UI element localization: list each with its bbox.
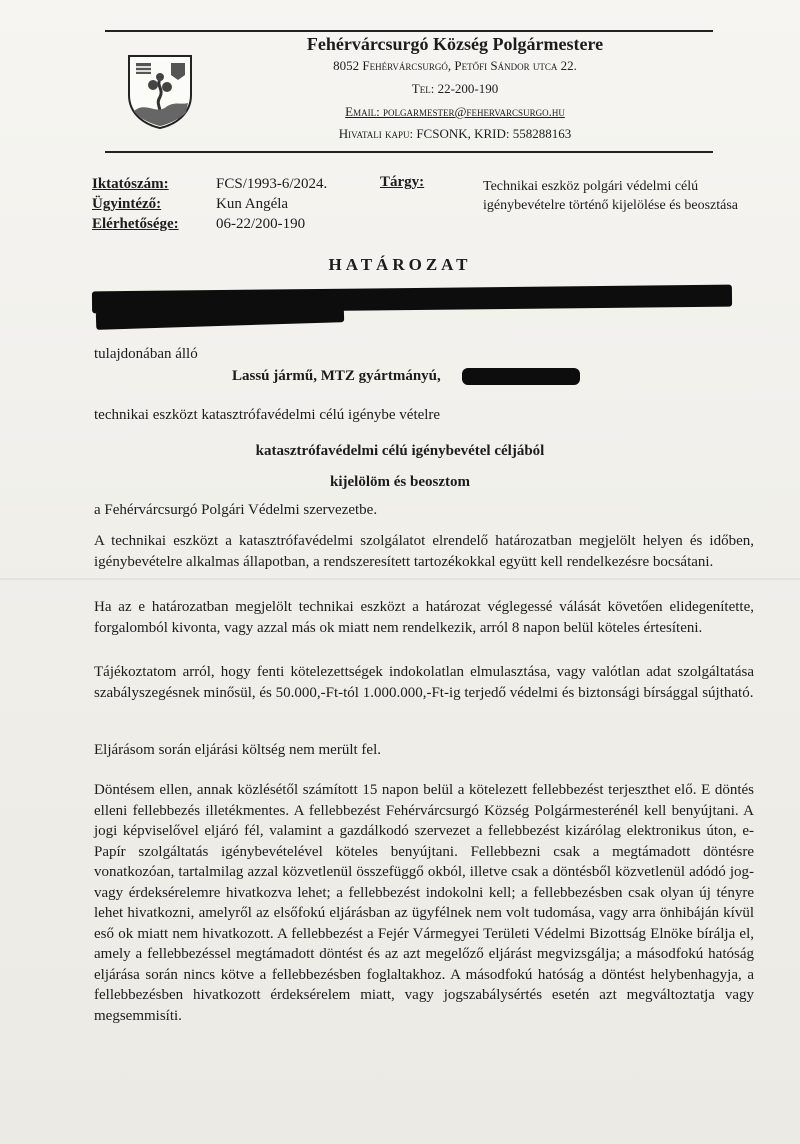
elerhetoseg-label: Elérhetősége:: [92, 216, 179, 232]
office-title: Fehérvárcsurgó Község Polgármestere: [306, 34, 604, 54]
paragraph: Ha az e határozatban megjelölt technikai eszközt a határozat véglegessé válását követően elidegenítette, forgalomból kivonta, vagy azzal más ok miatt nem rendelkezik, arról 8 napon belül köteles értesíteni.: [94, 599, 754, 636]
targy-value: Technikai eszköz polgári védelmi célú igénybevételre történő kijelölése és beosztása: [483, 179, 739, 213]
paragraph: Döntésem ellen, annak közlésétől számított 15 napon belül a kötelezett fellebbezést terjeszthet elő. E döntés elleni fellebbezés illetékmentes. A fellebbezést Fehérvárcsurgó Község Polgármesterénél kell benyújtani. A jogi képviselővel eljáró fél, valamint a gazdálkodó szervezet a fellebbezést kizárólag elektronikus úton, e-Papír szolgáltatás igénybevételével köteles benyújtani. Fellebbezni csak a megtámadott döntésre vonatkozóan, tartalmilag azzal közvetlenül összefüggő okból, illetve csak a döntésből közvetlenül adódó jog- vagy érdeksérelemre hivatkozva lehet; a fellebbezést indokolni kell; a fellebbezésben csak olyan új tényre lehet hivatkozni, amelyről az elsőfokú eljárásban az ügyfélnek nem volt tudomása, vagy arra önhibáján kívül eső ok miatt nem hivatkozott. A fellebbezést a Fejér Vármegyei Területi Védelmi Bizottság Elnöke bírálja el, amely a fellebbezéssel megtámadott döntést és az azt megelőző eljárást megvizsgálja; a másodfokú hatóság eljárása során nincs kötve a fellebbezésben foglaltakhoz. A másodfokú hatóság a döntést helybenhagyja, a fellebbezésben hivatkozott érdeksérelem miatt, vagy jogszabálysértés esetén azt megváltoztatja vagy megsemmisíti.: [94, 782, 754, 1024]
owner-line: tulajdonában álló: [94, 346, 198, 362]
header-top-rule: [105, 30, 713, 32]
paragraph: A technikai eszközt a katasztrófavédelmi szolgálatot elrendelő határozatban megjelölt helyen és időben, igénybevételre alkalmas állapotban, a rendszeresített tartozékokkal együtt kell rendelkezésre bocsátani.: [94, 533, 754, 570]
targy-label: Tárgy:: [380, 174, 425, 190]
office-address: 8052 Fehérvárcsurgó, Petőfi Sándor utca 22.: [333, 58, 577, 73]
office-phone: Tel: 22-200-190: [411, 81, 499, 96]
ugyintezo-value: Kun Angéla: [216, 196, 289, 212]
decision-line: kijelölöm és beosztom: [330, 474, 470, 490]
elerhetoseg-value: 06-22/200-190: [216, 216, 306, 232]
vehicle-line: Lassú jármű, MTZ gyártmányú,: [232, 368, 441, 384]
paragraph: Tájékoztatom arról, hogy fenti kötelezettségek indokolatlan elmulasztása, vagy valótlan adat szolgáltatása szabályszegésnek minősül, és 50.000,-Ft-tól 1.000.000,-Ft-ig terjedő védelmi és biztonsági bírsággal sújtható.: [94, 664, 754, 701]
office-gateway: Hivatali kapu: FCSONK, KRID: 558288163: [338, 126, 572, 141]
ugyintezo-label: Ügyintéző:: [92, 196, 162, 212]
paragraph: Eljárásom során eljárási költség nem merült fel.: [94, 742, 381, 758]
iktatoszam-label: Iktatószám:: [92, 176, 169, 192]
office-email: Email: polgarmester@fehervarcsurgo.hu: [345, 104, 565, 119]
document-heading: HATÁROZAT: [328, 255, 472, 274]
redaction-bar: [462, 368, 580, 385]
header-bottom-rule: [105, 151, 713, 153]
coat-of-arms-logo: [126, 53, 194, 129]
organization-line: a Fehérvárcsurgó Polgári Védelmi szervezetbe.: [94, 502, 378, 518]
paper-fold: [0, 578, 800, 580]
technical-line: technikai eszközt katasztrófavédelmi célú igénybe vételre: [94, 407, 441, 423]
iktatoszam-value: FCS/1993-6/2024.: [216, 176, 328, 192]
purpose-line: katasztrófavédelmi célú igénybevétel céljából: [255, 443, 545, 459]
